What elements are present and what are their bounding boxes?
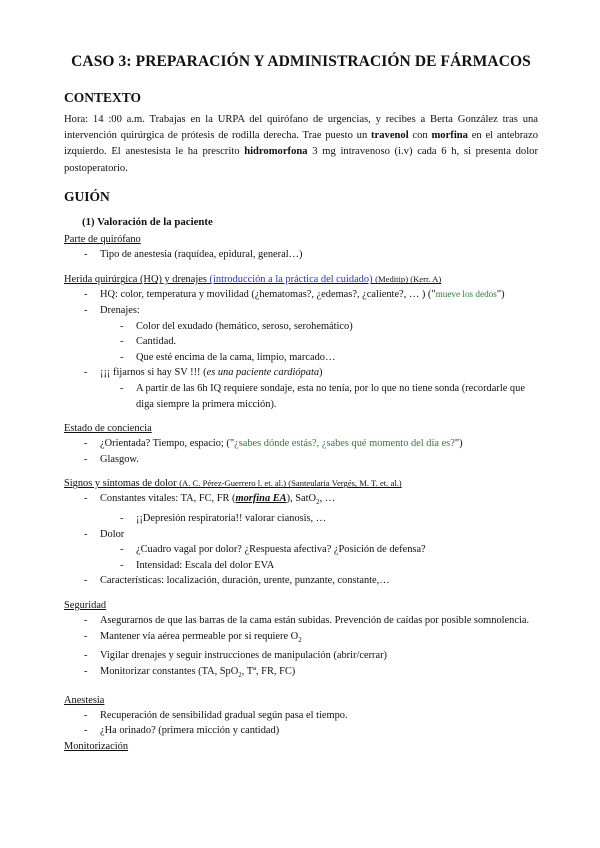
seguridad-spo: Monitorizar constantes (TA, SpO xyxy=(100,665,239,677)
contexto-paragraph xyxy=(64,112,538,177)
list-item: - A partir de las 6h IQ requiere sondaje, esta no tenía, por lo que no tiene sonda (recordarle que diga siempre la primera micción). xyxy=(120,381,538,412)
sv-emphasis: es una paciente cardiópata xyxy=(206,367,320,379)
valoracion-subheading: (1) Valoración de la paciente xyxy=(82,215,213,228)
list-item: - Glasgow. xyxy=(84,452,538,468)
list-item xyxy=(84,664,538,684)
subscript: 2 xyxy=(238,670,242,679)
sv-text: ¡¡¡ fijarnos si hay SV !!! ( xyxy=(100,367,207,379)
list-item: - Asegurarnos de que las barras de la cama están subidas. Prevención de caídas por posible somnolencia. xyxy=(84,613,538,629)
herida-link[interactable]: (introducción a la práctica del cuidado) xyxy=(209,274,373,286)
seguridad-list xyxy=(64,613,538,684)
contexto-bold-morfina: morfina xyxy=(431,130,468,142)
seguridad-constantes-end: , Tª, FR, FC) xyxy=(241,665,296,677)
list-item: - Que esté encima de la cama, limpio, marcado… xyxy=(120,350,538,366)
list-item xyxy=(84,436,538,452)
list-item xyxy=(84,629,538,649)
list-item xyxy=(84,491,538,526)
conciencia-sep: , xyxy=(316,438,322,450)
quirofano-heading: Parte de quirófano xyxy=(64,233,141,245)
list-item: - Cantidad. xyxy=(120,334,538,350)
conciencia-green-1: ¿sabes dónde estás? xyxy=(234,438,317,450)
document-title: CASO 3: PREPARACIÓN Y ADMINISTRACIÓN DE FÁRMACOS xyxy=(71,53,531,70)
hq-text: HQ: color, temperatura y movilidad (¿hematomas?, ¿edemas?, ¿caliente?, … ) (" xyxy=(100,289,436,301)
dolor-sublist xyxy=(100,542,538,573)
herida-list xyxy=(64,287,538,412)
conciencia-text: ¿Orientada? Tiempo, espacio; (" xyxy=(100,438,235,450)
signos-heading: Signos y síntomas de dolor xyxy=(64,478,177,490)
list-item: - Recuperación de sensibilidad gradual según pasa el tiempo. xyxy=(84,708,538,724)
constantes-end: , … xyxy=(319,493,336,505)
contexto-bold-hidromorfona: hidromorfona xyxy=(244,146,308,158)
drenajes-label: Drenajes: xyxy=(100,305,140,316)
subscript: 2 xyxy=(316,498,320,507)
contexto-heading: CONTEXTO xyxy=(64,90,142,105)
list-item: - ¡¡Depresión respiratoria!! valorar cianosis, … xyxy=(120,511,538,527)
dolor-label: Dolor xyxy=(100,528,125,540)
quirofano-list xyxy=(64,247,538,263)
list-item xyxy=(84,365,538,412)
list-item: - Características: localización, duración, urente, punzante, constante,… xyxy=(84,573,538,589)
contexto-text-2: con xyxy=(408,130,432,142)
drenajes-sublist xyxy=(100,319,538,366)
contexto-text-3: en el antebrazo izquierdo. El anestesista le ha prescrito xyxy=(64,130,538,158)
hq-green-quote: mueve los dedos xyxy=(435,289,497,300)
constantes-sublist xyxy=(100,511,538,527)
conciencia-list xyxy=(64,436,538,467)
constantes-sato: ), SatO xyxy=(286,493,317,505)
hq-text-end: ") xyxy=(496,289,505,301)
subscript: 2 xyxy=(298,635,302,644)
contexto-bold-travenol: travenol xyxy=(371,130,409,142)
list-item: - Tipo de anestesia (raquídea, epidural, general…) xyxy=(84,247,538,263)
conciencia-heading: Estado de conciencia xyxy=(64,423,152,435)
list-item: - ¿Cuadro vagal por dolor? ¿Respuesta afectiva? ¿Posición de defensa? xyxy=(120,542,538,558)
list-item: - Vigilar drenajes y seguir instrucciones de manipulación (abrir/cerrar) xyxy=(84,648,538,664)
list-item xyxy=(84,527,538,574)
signos-heading-line xyxy=(64,476,538,491)
contexto-text-4: 3 mg intravenoso (i.v) cada 6 h, si presenta dolor postoperatorio. xyxy=(64,146,538,174)
signos-list xyxy=(64,491,538,589)
conciencia-text-end: ") xyxy=(454,438,463,450)
morfina-ea: morfina EA xyxy=(235,493,287,505)
conciencia-green-2: ¿sabes qué momento del día es? xyxy=(321,438,455,450)
list-item: - Intensidad: Escala del dolor EVA xyxy=(120,558,538,574)
constantes-text: Constantes vitales: TA, FC, FR ( xyxy=(100,493,236,505)
anestesia-list xyxy=(64,708,538,739)
anestesia-heading: Anestesia xyxy=(64,694,105,706)
guion-heading: GUIÓN xyxy=(64,188,110,204)
herida-heading-line xyxy=(64,272,538,287)
sv-sublist xyxy=(100,381,538,412)
seguridad-o2: Mantener vía aérea permeable por si requiere O xyxy=(100,630,299,642)
monitorizacion-heading: Monitorización xyxy=(64,740,129,752)
signos-refs: (A. C. Pérez-Guerrero l. et. al.) (Santeularia Vergés, M. T. et. al.) xyxy=(179,478,402,489)
list-item: - Color del exudado (hemático, seroso, serohemático) xyxy=(120,319,538,335)
contexto-text-1: Hora: 14 :00 a.m. Trabajas en la URPA del quirófano de urgencias, y recibes a Berta González tras una intervención quirúrgica de prótesis de rodilla derecha. Trae puesto un xyxy=(64,114,538,142)
herida-heading: Herida quirúrgica (HQ) y drenajes xyxy=(64,274,207,286)
herida-refs: (Meditip) (Kerr. A) xyxy=(375,274,442,285)
list-item xyxy=(84,287,538,303)
list-item: - ¿Ha orinado? (primera micción y cantidad) xyxy=(84,723,538,739)
seguridad-heading: Seguridad xyxy=(64,599,107,611)
list-item xyxy=(84,303,538,365)
sv-text-end: ) xyxy=(319,367,323,379)
